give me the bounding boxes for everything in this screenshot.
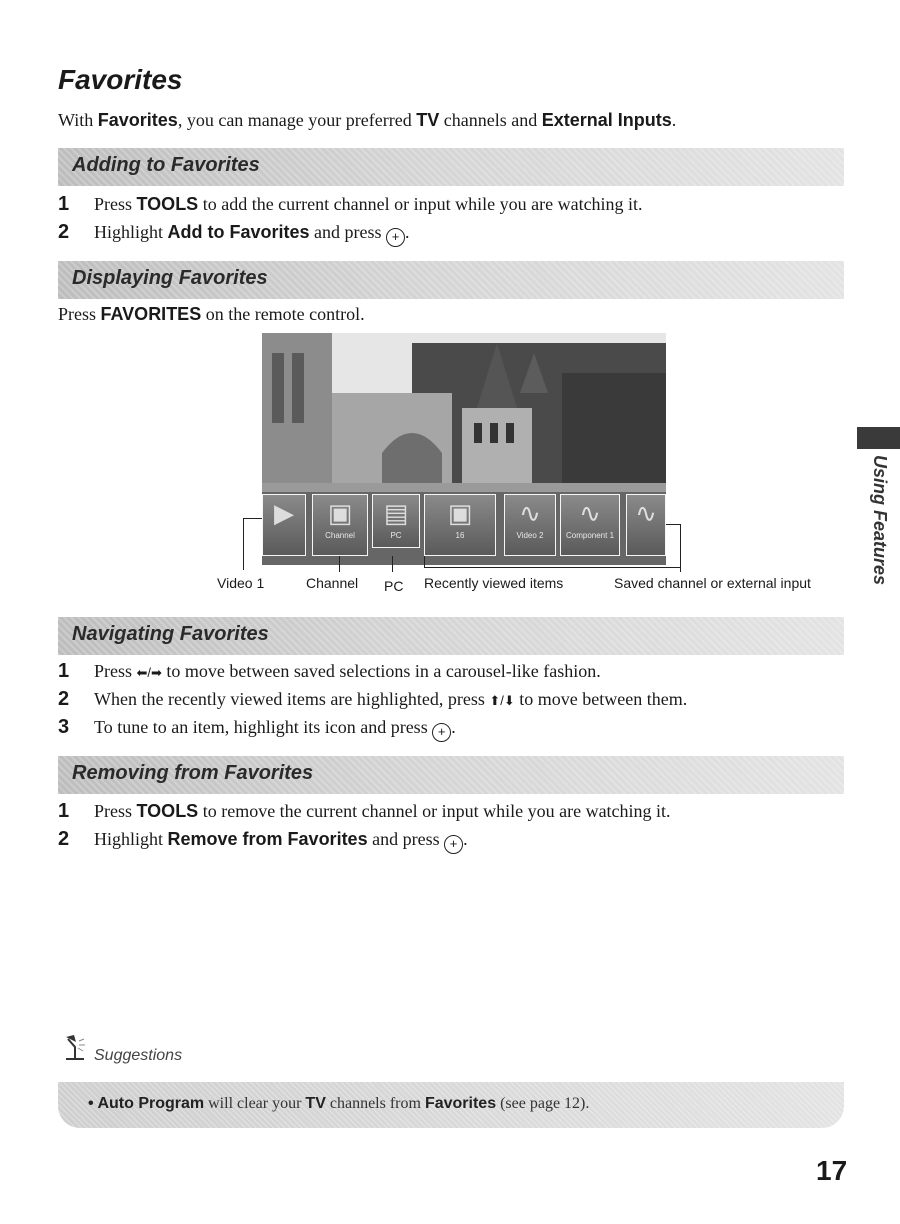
suggestion-item: • Auto Program will clear your TV channels from Favorites (see page 12).: [88, 1095, 590, 1112]
callout-line-channel: [339, 556, 340, 572]
adding-step-2: 2 Highlight Add to Favorites and press + .: [58, 221, 410, 247]
up-down-arrows-icon: ⬆/⬇: [489, 693, 515, 708]
callout-tick-saved: [666, 524, 680, 525]
tv-icon: ▣: [327, 498, 353, 528]
navigating-step-1: 1 Press ⬅/➡ to move between saved selections in a carousel-like fashion.: [58, 660, 601, 682]
carousel-tile-video-1[interactable]: [262, 494, 306, 556]
navigating-step-2: 2 When the recently viewed items are highlighted, press ⬆/⬇ to move between them.: [58, 688, 688, 710]
section-band-adding: [58, 148, 844, 186]
callout-line-pc: [392, 556, 393, 572]
adding-step-1: 1 Press TOOLS to add the current channel or input while you are watching it.: [58, 193, 643, 215]
displaying-paragraph: Press FAVORITES on the remote control.: [58, 304, 365, 324]
pc-monitor-icon: ▤: [383, 498, 409, 528]
callout-line-video-1: [243, 518, 244, 570]
caption-pc: PC: [384, 578, 404, 594]
callout-line-recent: [424, 556, 425, 568]
removing-step-2: 2 Highlight Remove from Favorites and press + .: [58, 828, 468, 854]
suggestions-heading: Suggestions: [94, 1047, 183, 1064]
carousel-tile-component[interactable]: ∿ Component 1: [560, 494, 620, 556]
caption-video-1: Video 1: [217, 575, 265, 591]
side-section-tab: [857, 427, 900, 449]
suggestions-box: [58, 1082, 844, 1128]
cable-icon: ∿: [635, 498, 657, 528]
section-band-displaying: [58, 261, 844, 299]
page-number: 17: [816, 1155, 848, 1186]
navigating-step-3: 3 To tune to an item, highlight its icon and press + .: [58, 716, 456, 742]
lamp-suggestion-icon: [62, 1033, 90, 1061]
section-heading-navigating: Navigating Favorites: [72, 623, 269, 645]
left-right-arrows-icon: ⬅/➡: [136, 665, 162, 680]
enter-button-icon: +: [386, 228, 405, 247]
caption-saved-channel: Saved channel or external input: [614, 575, 811, 591]
enter-button-icon: +: [444, 835, 463, 854]
carousel-tile-recent[interactable]: ▣ 16: [424, 494, 496, 556]
enter-button-icon: +: [432, 723, 451, 742]
video-icon: ▶: [274, 498, 294, 528]
page-title: Favorites: [58, 64, 183, 95]
section-heading-removing: Removing from Favorites: [72, 762, 314, 784]
caption-channel: Channel: [306, 575, 359, 591]
removing-step-1: 1 Press TOOLS to remove the current channel or input while you are watching it.: [58, 800, 671, 822]
intro-paragraph: With Favorites, you can manage your preferred TV channels and External Inputs.: [58, 110, 677, 130]
caption-recently-viewed: Recently viewed items: [424, 575, 564, 591]
callout-line-saved: [680, 524, 681, 572]
carousel-tile-pc[interactable]: ▤ PC: [372, 494, 420, 548]
section-band-navigating: [58, 617, 844, 655]
tv-icon: ▣: [447, 498, 473, 528]
section-heading-displaying: Displaying Favorites: [72, 267, 268, 289]
carousel-tile-saved[interactable]: [626, 494, 666, 556]
av-cable-icon: ∿: [519, 498, 541, 528]
callout-tick-video-1: [243, 518, 262, 519]
side-section-label: Using Features: [870, 455, 890, 586]
component-cable-icon: ∿: [579, 498, 601, 528]
callout-bracket-recent: [424, 567, 680, 568]
carousel-tile-channel[interactable]: ▣ Channel: [312, 494, 368, 556]
section-band-removing: [58, 756, 844, 794]
section-heading-adding: Adding to Favorites: [72, 154, 260, 176]
carousel-tile-video-2[interactable]: ∿ Video 2: [504, 494, 556, 556]
